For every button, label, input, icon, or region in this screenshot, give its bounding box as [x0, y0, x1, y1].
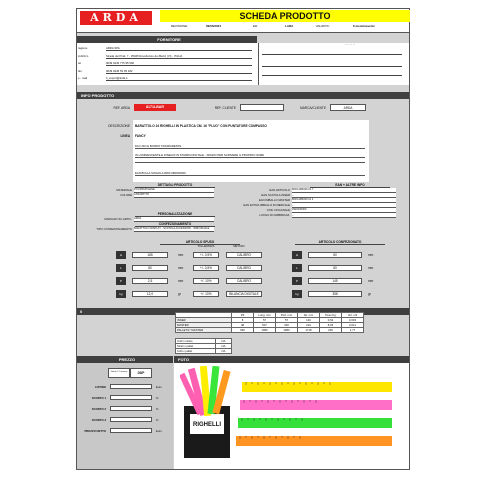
imballo-cell: 224	[298, 323, 320, 328]
ean-row	[220, 198, 398, 202]
imballo-cell: 1,77	[342, 328, 364, 333]
ref-arda-label: REF. ARDA	[113, 106, 130, 110]
dimension-icon: L	[116, 264, 126, 272]
prezzo-unit: Euro	[156, 429, 162, 433]
imballo-cell: 960	[232, 328, 254, 333]
imballo-bar: 0	[77, 308, 409, 315]
prezzo-label: SCONTO 2	[91, 407, 106, 411]
imballo-row-label: INNER	[176, 318, 232, 323]
ean-row-value: 8003 AB0000 01 7	[292, 188, 396, 193]
info-title: INFO PRODOTTO	[77, 92, 409, 99]
sfuso-value: 2,5	[132, 278, 168, 284]
confezionato-unit: mm	[368, 266, 374, 270]
prezzo-field	[110, 417, 152, 422]
product-photo	[180, 366, 405, 466]
desc-value: BARATTOLO 24 RIGHELLI IN PLASTICA CM. 16 "FLUO" CON PUNTATORE COMPASSO	[135, 124, 267, 128]
ref-cliente-field	[240, 104, 284, 111]
sfuso-tolerance: +/- 0,5%	[193, 252, 219, 258]
sfuso-value: 12,0	[132, 291, 168, 297]
fornitore-row-label: fax	[78, 68, 82, 73]
imballo-cell: 57	[276, 318, 298, 323]
pallet-row	[176, 349, 232, 354]
desc-line: DAI USO E BORDO TRASPARENTE	[135, 144, 365, 149]
conf-row-label: TIPO CONFEZIONAMENTO	[96, 227, 132, 231]
svg-text:RIGHELLI: RIGHELLI	[193, 422, 221, 428]
dettagli-row	[78, 193, 216, 197]
dimension-icon: P	[116, 277, 126, 285]
confezionato-row	[292, 276, 392, 286]
marca-label: MARCA/CLIENTE	[300, 106, 326, 110]
ean-row	[220, 208, 398, 212]
imballo-row	[176, 328, 364, 333]
prezzo-unit: Euro	[156, 385, 162, 389]
ean-row-value: _	[292, 193, 396, 198]
pers-title: PERSONALIZZAZIONE	[135, 212, 215, 217]
dettagli-row-value: ASSORTITO	[134, 193, 214, 198]
sfuso-method: CALIBRO	[226, 252, 262, 258]
imballo-header-cell: Peso Kg	[320, 313, 342, 318]
prezzo-label: SCONTO 3	[91, 418, 106, 422]
sfuso-method: CALIBRO	[226, 265, 262, 271]
prezzo-panel	[77, 363, 173, 469]
imballo-header-cell: PZ	[232, 313, 254, 318]
imballo-cell: 1718	[298, 328, 320, 333]
pers-row-label: MARCHIO SU ARTIC.	[104, 217, 132, 221]
sfuso-col-tolerance: TOLLERANZA	[197, 245, 215, 248]
sfuso-unit: mm	[178, 279, 184, 283]
confezionato-unit: mm	[368, 253, 374, 257]
sfuso-tolerance: +/- 10%	[193, 278, 219, 284]
pallet-label: Colli x pallet	[176, 349, 216, 354]
fornitore-row-value: ARDA SPA	[106, 46, 252, 51]
ref-cliente-label: REF. CLIENTE	[214, 106, 236, 110]
sfuso-unit: mm	[178, 253, 184, 257]
fornitore-row	[78, 60, 258, 67]
ean-title: EAN + ALTRE INFO	[310, 183, 390, 188]
fornitore-row	[78, 75, 258, 82]
desc-line: EAN BOLLA SINGOLA 8003 AB0000000	[135, 171, 365, 176]
sfuso-tolerance: +/- 10%	[193, 291, 219, 297]
fornitore-row-value: 0039 0445 53 05 182	[106, 69, 252, 74]
ean-row	[220, 203, 398, 207]
imballo-header-cell: Lung. mm	[254, 313, 276, 318]
confezionato-value: 60	[308, 252, 362, 258]
fornitore-right-line-3	[262, 75, 402, 76]
prezzo-label: PREZZO NETTO	[84, 429, 106, 433]
page-title: SCHEDA PRODOTTO	[160, 10, 410, 22]
confezionato-title: ARTICOLO CONFEZIONATO	[295, 240, 385, 245]
sfuso-tolerance: +/- 0,5%	[193, 265, 219, 271]
imballo-table-wrap	[175, 312, 364, 333]
fornitore-divider	[258, 43, 259, 85]
prezzo-field	[110, 384, 152, 389]
confezionato-unit: mm	[368, 279, 374, 283]
prezzo-row	[80, 428, 170, 434]
sfuso-value: 80	[132, 265, 168, 271]
confezionato-value: 358	[308, 291, 362, 297]
ref-arda-value: 8171LBAR	[134, 104, 176, 111]
pallet-value: NA	[216, 339, 232, 344]
ean-row-value: _	[292, 203, 396, 208]
line-label: LINEA	[120, 134, 130, 138]
conf-row	[78, 227, 216, 231]
imballo-row-label: MASTER	[176, 323, 232, 328]
ed-value: LARA	[285, 24, 294, 28]
ean-row	[220, 188, 398, 192]
sfuso-method: BILANCIA DIGITALE	[226, 291, 262, 297]
imballo-cell: 200	[320, 328, 342, 333]
prezzo-row	[80, 406, 170, 412]
desc-label: DESCRIZIONE	[108, 124, 130, 128]
ed-label: ED:	[252, 24, 258, 28]
prezzo-unit: %	[156, 407, 159, 411]
prezzo-label: LISTINO	[94, 385, 106, 389]
imballo-cell: 0,003	[342, 318, 364, 323]
rulers-in-jar-image	[180, 366, 231, 458]
imballo-cell: 0,54	[320, 318, 342, 323]
imballo-cell: 8,03	[320, 323, 342, 328]
imballo-cell: 507	[254, 323, 276, 328]
sfuso-row	[116, 276, 266, 286]
confezionato-row	[292, 250, 392, 260]
product-photo-svg	[180, 366, 405, 466]
fornitore-row-label: ragione	[78, 46, 88, 50]
logo-text: ARDA	[80, 11, 152, 25]
dimension-icon: P	[292, 277, 302, 285]
foto-title: FOTO	[174, 356, 409, 363]
imballo-cell: 48	[232, 323, 254, 328]
prezzo-field	[110, 395, 152, 400]
fornitore-row-value: Strada dei Prati, 7 - 35045 Rovellonico dei Berici (VI) - ITALIA	[106, 54, 252, 59]
arda-logo	[80, 11, 152, 25]
conf-title: CONFEZIONAMENTO	[135, 222, 215, 227]
prezzo-row	[80, 395, 170, 401]
currency-label: Valuta / Currency	[108, 368, 130, 378]
fornitore-row	[78, 45, 258, 52]
pallet-label: Strati x pallet	[176, 344, 216, 349]
prezzo-unit: %	[156, 418, 159, 422]
sfuso-title: ARTICOLO SFUSO	[160, 240, 240, 245]
ean-row-value: 3926100000	[292, 208, 396, 213]
imballo-cell: 1080	[254, 328, 276, 333]
fornitore-row-value: 0039 0445 775 95 500	[106, 61, 252, 66]
imballo-cell: 0,011	[342, 323, 364, 328]
fornitore-row-value: it_export@arda.it	[106, 76, 252, 81]
prezzo-label: SCONTO 1	[91, 396, 106, 400]
dettagli-row-label: MATERIALE	[116, 188, 132, 192]
sfuso-unit: gr	[178, 292, 181, 296]
dettagli-row-value: POLIPROPILENE	[134, 188, 214, 193]
sfuso-unit: mm	[178, 266, 184, 270]
pallet-label: Colli x strato	[176, 339, 216, 344]
fornitore-row-label: e - mail	[78, 76, 88, 80]
imballo-cell: 8	[232, 318, 254, 323]
ean-row	[220, 193, 398, 197]
imballo-cell: 346	[276, 323, 298, 328]
confezionato-row	[292, 289, 392, 299]
prezzo-unit: %	[156, 396, 159, 400]
dimension-icon: H	[292, 251, 302, 259]
fornitore-row-label: tel	[78, 61, 81, 65]
confezionato-value: 60	[308, 265, 362, 271]
ean-row-value: _	[292, 213, 396, 218]
ean-row-label: EAN SCATOLA INNER	[261, 193, 290, 197]
fornitore-row	[78, 53, 258, 60]
imballo-header-cell: Alt. mm	[298, 313, 320, 318]
sfuso-row	[116, 250, 266, 260]
sfuso-method: CALIBRO	[226, 278, 262, 284]
ean-row-label: EAN ARTICOLO	[269, 188, 290, 192]
ean-row	[220, 213, 398, 217]
ean-row-value: 8003 AB0000 01 4	[292, 198, 396, 203]
dimension-icon: kg	[292, 290, 302, 298]
imballo-table	[175, 312, 364, 333]
pers-row	[78, 217, 216, 221]
prezzo-field	[110, 406, 152, 411]
dettagli-row-label: COLORE	[120, 193, 132, 197]
sfuso-row	[116, 289, 266, 299]
confezionato-unit: gr	[368, 292, 371, 296]
prezzo-row	[80, 384, 170, 390]
fornitore-row-label: indirizzo	[78, 53, 89, 58]
fornitore-right-line-1	[262, 54, 402, 55]
dimension-icon: L	[292, 264, 302, 272]
pallet-table-wrap	[175, 338, 232, 354]
imballo-header-cell: Prof. mm	[276, 313, 298, 318]
sfuso-row	[116, 263, 266, 273]
desc-line: IN LUMINESCENTE E DISEGNI IN STAMPA DIGITALE - SPAZIO PER SCRIVERE IL PROPRIO NOME	[135, 153, 365, 158]
prezzo-row	[80, 417, 170, 423]
confezionato-value: 145	[308, 278, 362, 284]
imballo-cell: 1080	[276, 328, 298, 333]
pallet-value: NA	[216, 344, 232, 349]
currency-value: DDP	[130, 368, 152, 378]
pers-row-value: ARDA	[134, 217, 214, 222]
dimension-icon: H	[116, 251, 126, 259]
line-value: FANCY	[135, 134, 146, 138]
imballo-row-label: PALLET/1° MASTER	[176, 328, 232, 333]
conf-row-value: BARATTOLO DISPLAY - SCATOLA ACCESSORI - INDIVIDUALE	[134, 227, 214, 232]
fornitore-row	[78, 68, 258, 75]
sfuso-col-method: METODO	[233, 245, 245, 248]
ean-row-label: EAN EXTRA IMBALLO DI MERCALE	[243, 203, 290, 207]
sfuso-value: 165	[132, 252, 168, 258]
dimension-icon: kg	[116, 290, 126, 298]
imballo-cell: 57	[254, 318, 276, 323]
ean-row-label: LUOGO DI FABBRICAZ.	[259, 213, 290, 217]
desc-line	[135, 162, 365, 163]
revision-date: 09/05/2024	[206, 24, 222, 28]
pallet-table	[175, 338, 232, 354]
dettagli-row	[78, 188, 216, 192]
prezzo-field	[110, 428, 152, 433]
pallet-value: NA	[216, 349, 232, 354]
ean-row-label: EAN IMBALLO MASTER	[258, 198, 290, 202]
fornitore-title: FORNITORE	[77, 36, 257, 43]
fornitore-right-line-2	[262, 66, 402, 67]
validity-label: VALIDITA':	[315, 24, 330, 28]
imballo-header-cell: Vol. m3	[342, 313, 364, 318]
dettagli-title: DETTAGLI PRODOTTO	[135, 183, 215, 188]
confezionato-row	[292, 263, 392, 273]
imballo-cell: 140	[298, 318, 320, 323]
rulers-loose-image	[236, 382, 392, 446]
fornitore-right-value: _ _ _ _	[345, 41, 355, 45]
revision-label: REVISIONE:	[170, 24, 188, 28]
marca-value: ARDA	[330, 104, 366, 111]
prezzo-title: PREZZO	[77, 356, 173, 363]
ean-row-label: COD. DOGANALE	[266, 208, 290, 212]
validity-value: 6 mesi/mesetto	[353, 24, 375, 28]
